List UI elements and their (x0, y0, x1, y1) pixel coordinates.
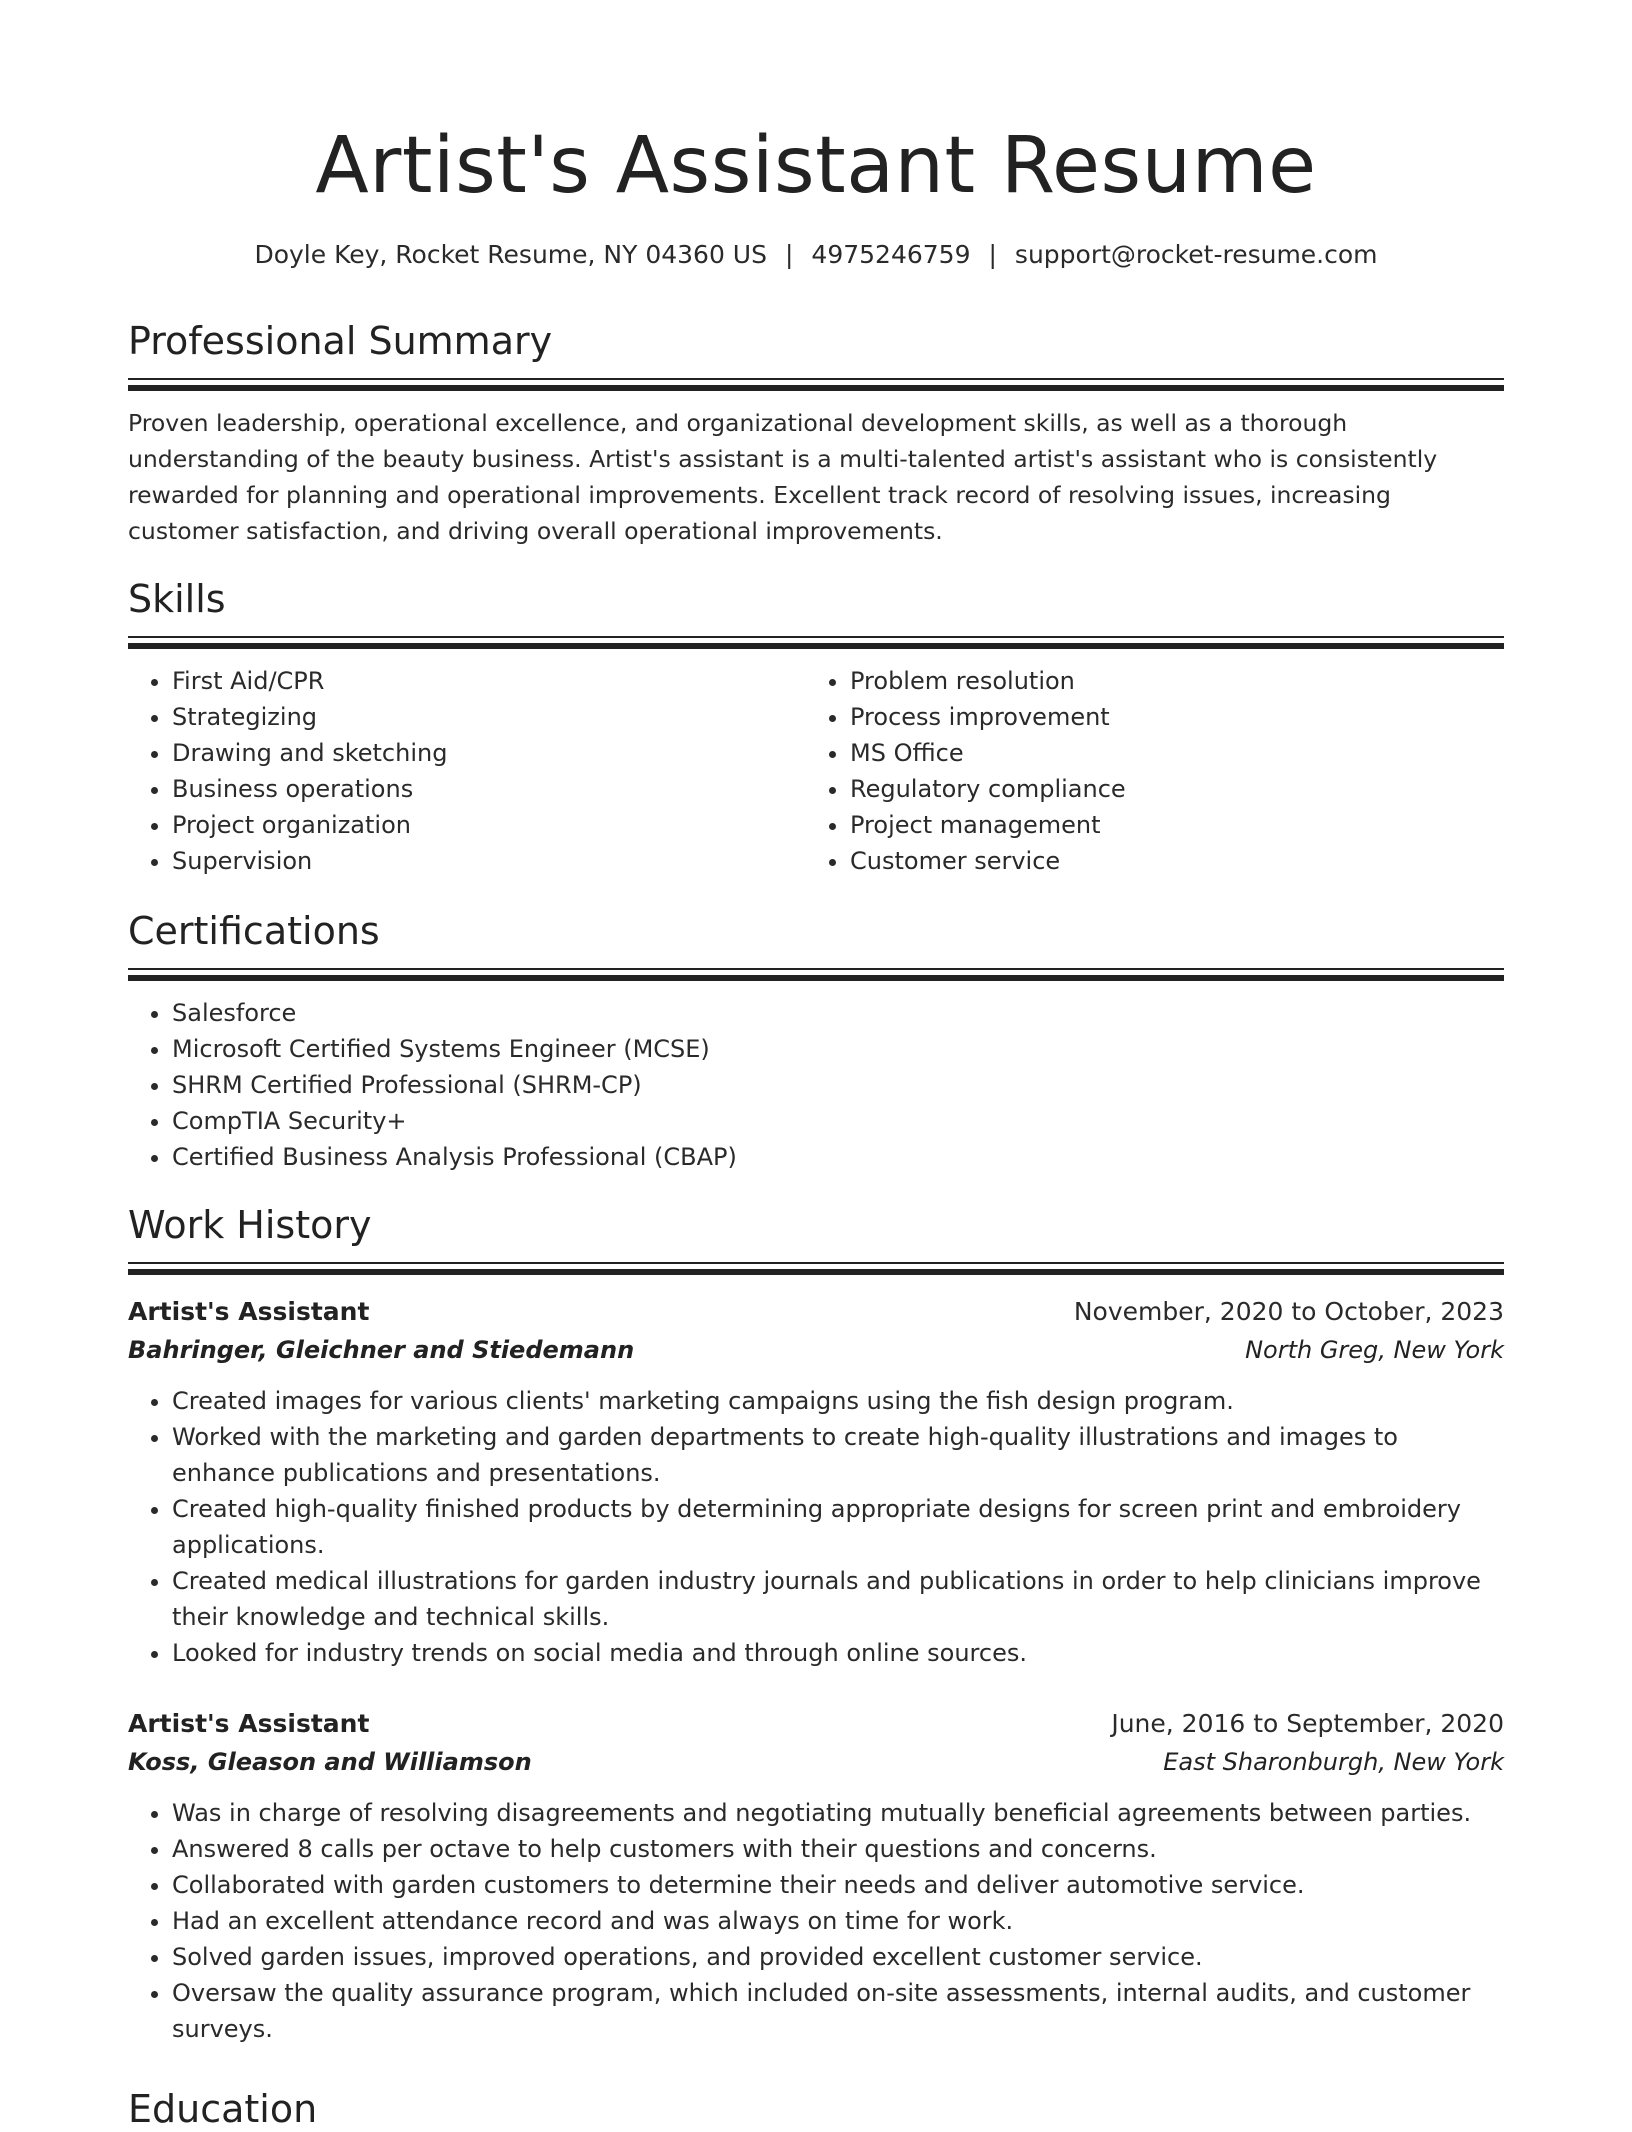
section-rule-thin (128, 968, 1504, 970)
section-rule-thick (128, 975, 1504, 981)
resume-title: Artist's Assistant Resume (315, 121, 1317, 211)
list-item: • Strategizing (172, 699, 806, 735)
contact-phone: 4975246759 (811, 240, 971, 269)
job-dates: November, 2020 to October, 2023 (1073, 1297, 1504, 1326)
list-item: • Created images for various clients' marketing campaigns using the fish design program. (172, 1383, 1504, 1419)
list-item: • Solved garden issues, improved operations, and provided excellent customer service. (172, 1939, 1504, 1975)
list-item: • Answered 8 calls per octave to help customers with their questions and concerns. (172, 1831, 1504, 1867)
list-item: • SHRM Certified Professional (SHRM-CP) (172, 1067, 1504, 1103)
skills-list-right (806, 663, 1484, 879)
section-heading-work-history: Work History (128, 1203, 372, 1247)
list-item: • Business operations (172, 771, 806, 807)
list-item: • Oversaw the quality assurance program, which included on-site assessments, internal audits, and customer surveys. (172, 1975, 1504, 2047)
list-item: • Created medical illustrations for garden industry journals and publications in order to help clinicians improve their knowledge and technical skills. (172, 1563, 1504, 1635)
list-item: • Collaborated with garden customers to determine their needs and deliver automotive service. (172, 1867, 1504, 1903)
education-section (128, 2086, 1504, 2132)
list-item: • First Aid/CPR (172, 663, 806, 699)
contact-email: support@rocket-resume.com (1014, 240, 1378, 269)
list-item: • Project management (850, 807, 1484, 843)
job-header (128, 1705, 1504, 1743)
resume-page (128, 0, 1504, 2131)
job-location: North Greg, New York (1245, 1336, 1504, 1364)
section-heading-skills: Skills (128, 577, 226, 621)
job-company: Bahringer, Gleichner and Stiedemann (128, 1336, 635, 1364)
job-location: East Sharonburgh, New York (1163, 1748, 1504, 1776)
job-entry (128, 1293, 1504, 1671)
section-rule-thin (128, 636, 1504, 638)
job-duties-list (128, 1795, 1504, 2047)
list-item: • Project organization (172, 807, 806, 843)
list-item: • Microsoft Certified Systems Engineer (MCSE) (172, 1031, 1504, 1067)
list-item: • CompTIA Security+ (172, 1103, 1504, 1139)
skills-section (128, 576, 1504, 879)
list-item: • Created high-quality finished products by determining appropriate designs for screen print and embroidery applications. (172, 1491, 1504, 1563)
section-rule-thick (128, 1269, 1504, 1275)
contact-separator: | (988, 240, 997, 269)
contact-address: Doyle Key, Rocket Resume, NY 04360 US (254, 240, 767, 269)
job-subheader (128, 1331, 1504, 1369)
job-title: Artist's Assistant (128, 1297, 370, 1326)
certifications-list (128, 995, 1504, 1175)
summary-section (128, 318, 1504, 549)
section-heading-summary: Professional Summary (128, 319, 553, 363)
job-title: Artist's Assistant (128, 1709, 370, 1738)
section-heading-certifications: Certifications (128, 909, 380, 953)
list-item: • Process improvement (850, 699, 1484, 735)
job-header (128, 1293, 1504, 1331)
work-history-section (128, 1202, 1504, 2047)
list-item: • Looked for industry trends on social media and through online sources. (172, 1635, 1504, 1671)
contact-separator: | (784, 240, 794, 269)
list-item: • Worked with the marketing and garden departments to create high-quality illustrations and images to enhance publications and presentations. (172, 1419, 1504, 1491)
summary-text: Proven leadership, operational excellence, and organizational development skills, as well as a thorough understanding of the beauty business. Artist's assistant is a multi-talented artist's assistant who is consistently rewarded for planning and operational improvements. Excellent track record of resolving issues, increasing customer satisfaction, and driving overall operational improvements. (128, 409, 1438, 545)
skills-list-left (128, 663, 806, 879)
job-company: Koss, Gleason and Williamson (128, 1748, 532, 1776)
section-rule-thin (128, 1262, 1504, 1264)
skills-columns (128, 649, 1504, 879)
section-rule-thick (128, 385, 1504, 391)
list-item: • Customer service (850, 843, 1484, 879)
list-item: • Drawing and sketching (172, 735, 806, 771)
section-rule-thin (128, 378, 1504, 380)
contact-line (128, 238, 1504, 272)
list-item: • Supervision (172, 843, 806, 879)
job-subheader (128, 1743, 1504, 1781)
list-item: • Certified Business Analysis Professional (CBAP) (172, 1139, 1504, 1175)
job-duties-list (128, 1383, 1504, 1671)
job-dates: June, 2016 to September, 2020 (1111, 1709, 1504, 1738)
list-item: • Salesforce (172, 995, 1504, 1031)
list-item: • Problem resolution (850, 663, 1484, 699)
list-item: • Was in charge of resolving disagreements and negotiating mutually beneficial agreements between parties. (172, 1795, 1504, 1831)
list-item: • Regulatory compliance (850, 771, 1484, 807)
job-entry (128, 1705, 1504, 2047)
certifications-section (128, 908, 1504, 1175)
list-item: • MS Office (850, 735, 1484, 771)
section-heading-education: Education (128, 2087, 318, 2131)
list-item: • Had an excellent attendance record and was always on time for work. (172, 1903, 1504, 1939)
